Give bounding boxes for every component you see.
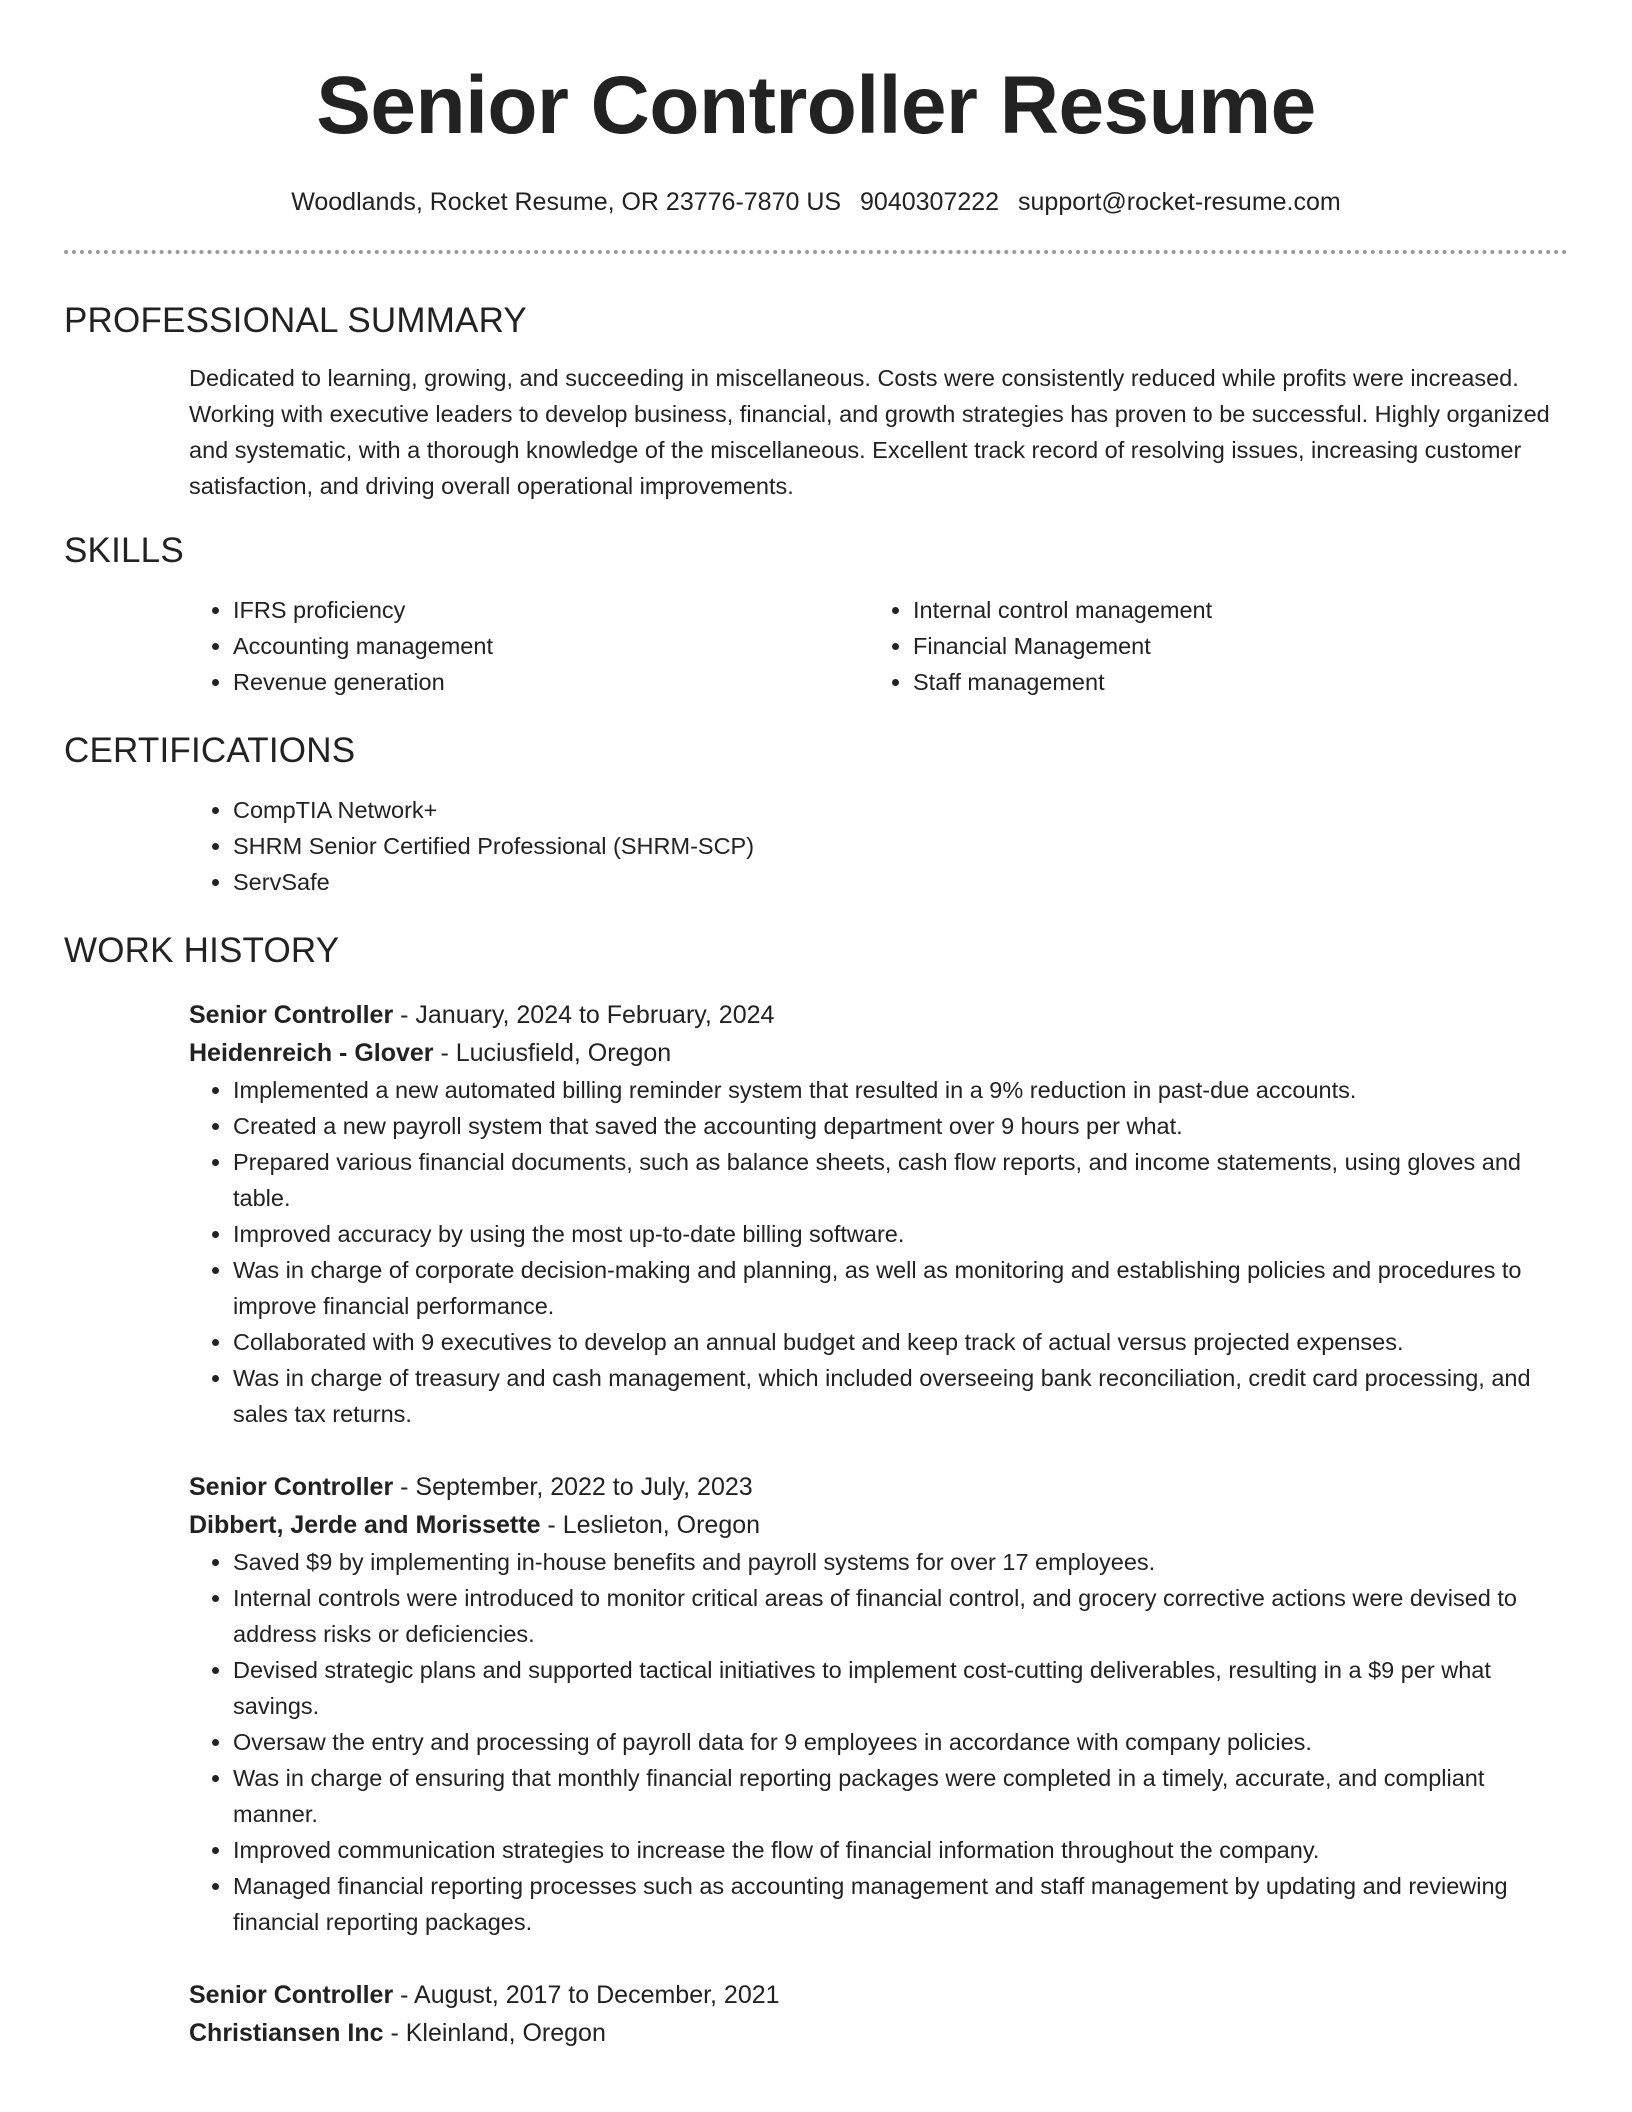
job-bullet: • Was in charge of corporate decision-making and planning, as well as monitoring and establishing policies and procedures to improve financial performance. xyxy=(233,1252,1568,1324)
contact-address: Woodlands, Rocket Resume, OR 23776-7870 US xyxy=(291,188,842,216)
job-bullet: • Improved accuracy by using the most up-to-date billing software. xyxy=(233,1216,1568,1252)
job-bullets xyxy=(189,1072,1568,1432)
skill-item: • IFRS proficiency xyxy=(233,592,869,628)
job-entry xyxy=(189,1976,1568,2052)
job-entry xyxy=(189,1468,1568,1940)
job-bullet: • Was in charge of ensuring that monthly financial reporting packages were completed in a timely, accurate, and compliant manner. xyxy=(233,1760,1568,1832)
job-bullet: • Implemented a new automated billing reminder system that resulted in a 9% reduction in past-due accounts. xyxy=(233,1072,1568,1108)
job-role-line xyxy=(189,1468,1568,1506)
job-location: - Kleinland, Oregon xyxy=(383,2019,606,2047)
contact-line xyxy=(64,186,1568,218)
job-bullet: • Devised strategic plans and supported tactical initiatives to implement cost-cutting deliverables, resulting in a $9 per what savings. xyxy=(233,1652,1568,1724)
certification-item: • CompTIA Network+ xyxy=(233,792,1568,828)
certification-item: • SHRM Senior Certified Professional (SHRM-SCP) xyxy=(233,828,1568,864)
skill-item: • Internal control management xyxy=(913,592,1549,628)
job-entry xyxy=(189,996,1568,1432)
certifications-list xyxy=(189,792,1568,900)
section-title-work-history: WORK HISTORY xyxy=(64,931,340,970)
skill-item: • Accounting management xyxy=(233,628,869,664)
job-location: - Leslieton, Oregon xyxy=(540,1511,761,1539)
job-role-line xyxy=(189,996,1568,1034)
section-title-summary: PROFESSIONAL SUMMARY xyxy=(64,301,527,340)
section-title-certifications: CERTIFICATIONS xyxy=(64,731,356,770)
job-bullet: • Prepared various financial documents, such as balance sheets, cash flow reports, and income statements, using gloves and table. xyxy=(233,1144,1568,1216)
job-bullet: • Saved $9 by implementing in-house benefits and payroll systems for over 17 employees. xyxy=(233,1544,1568,1580)
job-bullet: • Collaborated with 9 executives to develop an annual budget and keep track of actual versus projected expenses. xyxy=(233,1324,1568,1360)
job-bullet: • Managed financial reporting processes such as accounting management and staff management by updating and reviewing financial reporting packages. xyxy=(233,1868,1568,1940)
job-company-line xyxy=(189,1506,1568,1544)
job-bullet: • Created a new payroll system that saved the accounting department over 9 hours per what. xyxy=(233,1108,1568,1144)
skill-item: • Revenue generation xyxy=(233,664,869,700)
job-bullet: • Oversaw the entry and processing of payroll data for 9 employees in accordance with company policies. xyxy=(233,1724,1568,1760)
certification-item: • ServSafe xyxy=(233,864,1568,900)
job-bullets xyxy=(189,1544,1568,1940)
job-company: Christiansen Inc xyxy=(189,2019,384,2047)
job-bullet: • Was in charge of treasury and cash management, which included overseeing bank reconciliation, credit card processing, and sales tax returns. xyxy=(233,1360,1568,1432)
job-dates: - January, 2024 to February, 2024 xyxy=(393,1001,775,1029)
job-role: Senior Controller xyxy=(189,1001,394,1029)
skill-item: • Staff management xyxy=(913,664,1549,700)
summary-text: Dedicated to learning, growing, and succeeding in miscellaneous. Costs were consistently reduced while profits were increased. Working with executive leaders to develop business, financial, and growth strategies has proven to be successful. Highly organized and systematic, with a thorough knowledge of the miscellaneous. Excellent track record of resolving issues, increasing customer satisfaction, and driving overall operational improvements. xyxy=(189,365,1550,499)
job-company: Heidenreich - Glover xyxy=(189,1039,434,1067)
contact-email: support@rocket-resume.com xyxy=(1018,188,1341,216)
job-role-line xyxy=(189,1976,1568,2014)
skill-item: • Financial Management xyxy=(913,628,1549,664)
resume-title: Senior Controller Resume xyxy=(316,60,1316,151)
job-location: - Luciusfield, Oregon xyxy=(433,1039,672,1067)
section-title-skills: SKILLS xyxy=(64,531,184,570)
header-divider xyxy=(64,250,1568,254)
skills-column-left xyxy=(189,592,869,700)
job-dates: - August, 2017 to December, 2021 xyxy=(393,1981,780,2009)
job-bullet: • Improved communication strategies to increase the flow of financial information throughout the company. xyxy=(233,1832,1568,1868)
job-company-line xyxy=(189,1034,1568,1072)
skills-grid xyxy=(189,592,1568,700)
job-company: Dibbert, Jerde and Morissette xyxy=(189,1511,541,1539)
job-role: Senior Controller xyxy=(189,1473,394,1501)
job-role: Senior Controller xyxy=(189,1981,394,2009)
job-dates: - September, 2022 to July, 2023 xyxy=(393,1473,753,1501)
skills-column-right xyxy=(869,592,1549,700)
contact-phone: 9040307222 xyxy=(860,188,1000,216)
job-bullet: • Internal controls were introduced to monitor critical areas of financial control, and grocery corrective actions were devised to address risks or deficiencies. xyxy=(233,1580,1568,1652)
job-company-line xyxy=(189,2014,1568,2052)
